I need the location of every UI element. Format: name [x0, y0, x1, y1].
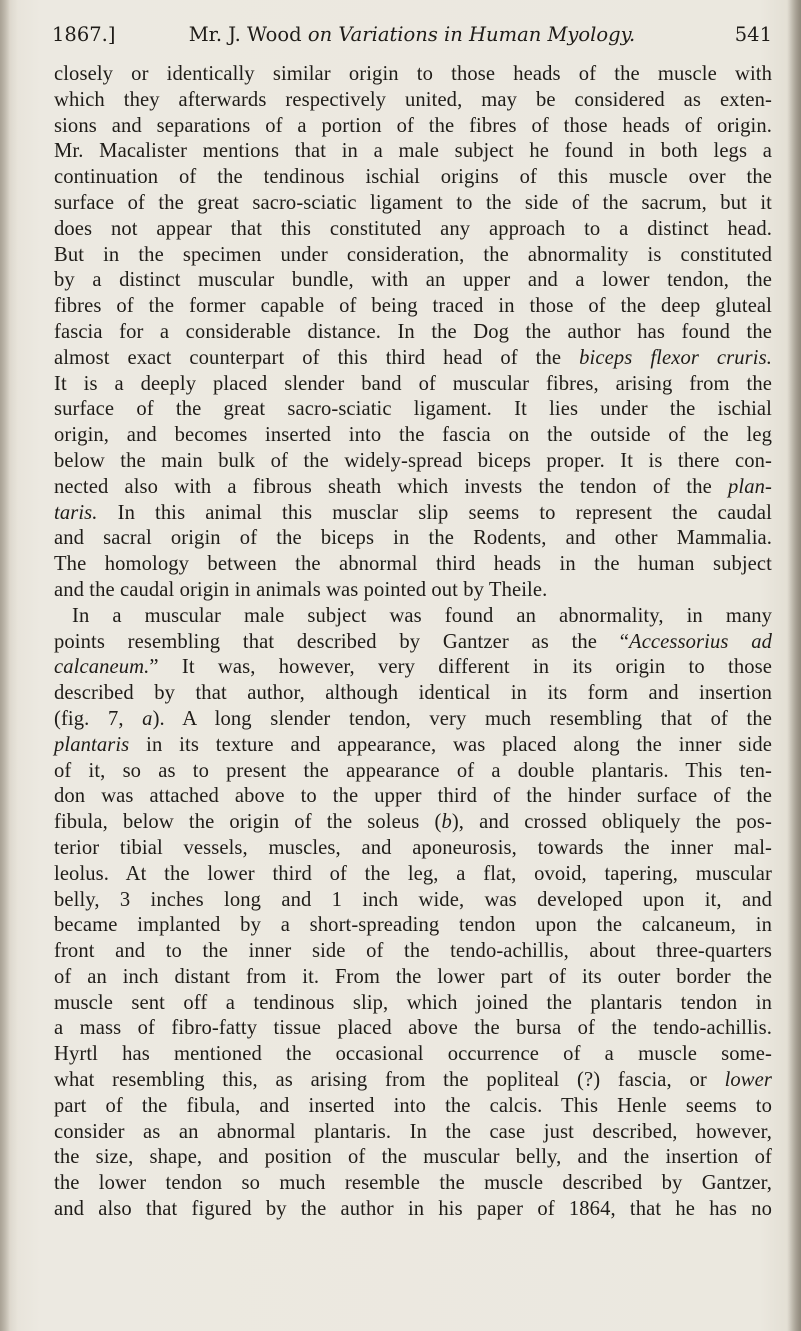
text-segment: leolus. At the lower third of the leg, a flat, ovoid, tapering, muscular: [54, 862, 772, 885]
text-line: [54, 630, 772, 656]
text-line: [54, 836, 772, 862]
text-line: [54, 1042, 772, 1068]
text-line: [54, 88, 772, 114]
text-segment: front and to the inner side of the tendo-achillis, about three-quarters: [54, 940, 772, 963]
text-segment: in its texture and appearance, was placed along the inner side: [129, 733, 772, 756]
text-line: [54, 552, 772, 578]
text-segment: of an inch distant from it. From the lower part of its outer border the: [54, 965, 772, 988]
text-segment: by a distinct muscular bundle, with an upper and a lower tendon, the: [54, 269, 772, 292]
text-line: [54, 217, 772, 243]
page-number: 541: [734, 23, 772, 46]
text-line: [54, 733, 772, 759]
text-line: [54, 475, 772, 501]
text-line: [54, 449, 772, 475]
text-line: [54, 862, 772, 888]
text-segment: points resembling that described by Gantzer as the “: [54, 630, 630, 653]
italic-text: Accessorius ad: [629, 630, 773, 653]
text-segment: described by that author, although identical in its form and insertion: [54, 682, 772, 705]
italic-text: biceps flexor cruris.: [579, 346, 772, 369]
text-segment: a mass of fibro-fatty tissue placed above the bursa of the tendo-achillis.: [54, 1017, 772, 1040]
text-line: [54, 888, 772, 914]
text-line: [54, 810, 772, 836]
text-line: [54, 604, 772, 630]
text-line: [54, 1094, 772, 1120]
text-line: [54, 1120, 772, 1146]
italic-text: a: [142, 707, 153, 730]
text-line: [54, 526, 772, 552]
italic-text: lower: [724, 1069, 772, 1092]
text-segment: terior tibial vessels, muscles, and aponeurosis, towards the inner mal-: [54, 836, 772, 859]
text-line: [54, 423, 772, 449]
text-segment: and sacral origin of the biceps in the Rodents, and other Mammalia.: [54, 527, 772, 550]
italic-text: b: [441, 811, 452, 834]
text-segment: surface of the great sacro-sciatic ligament. It lies under the ischial: [54, 398, 772, 421]
text-segment: sions and separations of a portion of the fibres of those heads of origin.: [54, 114, 772, 137]
text-line: [54, 784, 772, 810]
text-segment: of it, so as to present the appearance of a double plantaris. This ten-: [54, 759, 772, 782]
page-edge-shadow-right: [787, 0, 801, 1331]
text-line: [54, 372, 772, 398]
italic-text: calcaneum.: [54, 656, 150, 679]
text-line: [54, 62, 772, 88]
italic-text: plantaris: [54, 733, 130, 756]
text-line: [54, 578, 772, 604]
text-segment: what resembling this, as arising from the popliteal (?) fascia, or: [54, 1069, 725, 1092]
text-line: [54, 191, 772, 217]
text-segment: continuation of the tendinous ischial origins of this muscle over the: [54, 166, 772, 189]
text-line: [54, 1068, 772, 1094]
text-line: [54, 294, 772, 320]
text-line: [54, 346, 772, 372]
text-segment: Hyrtl has mentioned the occasional occurrence of a muscle some-: [54, 1043, 772, 1066]
text-segment: the size, shape, and position of the muscular belly, and the insertion of: [54, 1146, 772, 1169]
header-title-italic: on Variations in Human Myology.: [307, 23, 636, 46]
page-edge-shadow-left: [0, 0, 10, 1331]
text-segment: which they afterwards respectively united, may be considered as exten-: [54, 88, 772, 111]
text-segment: In this animal this musclar slip seems to represent the caudal: [97, 501, 772, 524]
text-segment: The homology between the abnormal third heads in the human subject: [54, 553, 772, 576]
text-segment: the lower tendon so much resemble the muscle described by Gantzer,: [54, 1172, 772, 1195]
text-segment: But in the specimen under consideration, the abnormality is constituted: [54, 243, 772, 266]
text-segment: became implanted by a short-spreading tendon upon the calcaneum, in: [54, 914, 772, 937]
text-line: [54, 1197, 772, 1223]
text-segment: belly, 3 inches long and 1 inch wide, was developed upon it, and: [54, 888, 772, 911]
text-segment: In a muscular male subject was found an abnormality, in many: [72, 604, 772, 627]
text-segment: part of the fibula, and inserted into the calcis. This Henle seems to: [54, 1094, 772, 1117]
text-line: [54, 268, 772, 294]
text-segment: don was attached above to the upper third of the hinder surface of the: [54, 785, 772, 808]
text-line: [54, 501, 772, 527]
text-segment: It is a deeply placed slender band of muscular fibres, arising from the: [54, 372, 772, 395]
body-text: [54, 62, 772, 1223]
header-author: Mr. J. Wood: [188, 23, 308, 46]
text-segment: origin, and becomes inserted into the fascia on the outside of the leg: [54, 424, 772, 447]
text-line: [54, 243, 772, 269]
text-line: [54, 320, 772, 346]
text-line: [54, 397, 772, 423]
text-segment: (fig. 7,: [54, 707, 143, 730]
text-segment: surface of the great sacro-sciatic ligament to the side of the sacrum, but it: [54, 191, 772, 214]
header-title: [124, 22, 700, 48]
header-year: 1867.]: [52, 23, 116, 46]
text-segment: closely or identically similar origin to those heads of the muscle with: [54, 63, 772, 85]
text-segment: ” It was, however, very different in its origin to those: [149, 656, 772, 679]
text-segment: below the main bulk of the widely-spread biceps proper. It is there con-: [54, 449, 772, 472]
text-line: [54, 139, 772, 165]
text-line: [54, 114, 772, 140]
italic-text: taris.: [54, 501, 98, 524]
text-segment: nected also with a fibrous sheath which invests the tendon of the: [54, 475, 729, 498]
text-segment: and also that figured by the author in his paper of 1864, that he has no: [54, 1198, 772, 1221]
text-segment: Mr. Macalister mentions that in a male subject he found in both legs a: [54, 140, 772, 163]
text-segment: fascia for a considerable distance. In the Dog the author has found the: [54, 320, 772, 343]
text-line: [54, 1171, 772, 1197]
text-line: [54, 991, 772, 1017]
text-line: [54, 707, 772, 733]
text-segment: almost exact counterpart of this third head of the: [54, 346, 580, 369]
text-segment: fibula, below the origin of the soleus (: [54, 811, 442, 834]
text-line: [54, 1016, 772, 1042]
text-segment: and the caudal origin in animals was pointed out by Theile.: [54, 578, 548, 601]
text-segment: fibres of the former capable of being traced in those of the deep gluteal: [54, 295, 772, 318]
text-line: [54, 939, 772, 965]
running-header: [52, 22, 772, 48]
text-segment: consider as an abnormal plantaris. In the case just described, however,: [54, 1120, 772, 1143]
text-segment: ). A long slender tendon, very much resembling that of the: [152, 707, 772, 730]
text-line: [54, 655, 772, 681]
text-line: [54, 165, 772, 191]
text-segment: muscle sent off a tendinous slip, which joined the plantaris tendon in: [54, 991, 772, 1014]
text-line: [54, 681, 772, 707]
text-line: [54, 759, 772, 785]
text-line: [54, 965, 772, 991]
text-segment: ), and crossed obliquely the pos-: [451, 811, 772, 834]
italic-text: plan-: [728, 475, 772, 498]
text-segment: does not appear that this constituted any approach to a distinct head.: [54, 217, 772, 240]
text-line: [54, 913, 772, 939]
text-line: [54, 1145, 772, 1171]
